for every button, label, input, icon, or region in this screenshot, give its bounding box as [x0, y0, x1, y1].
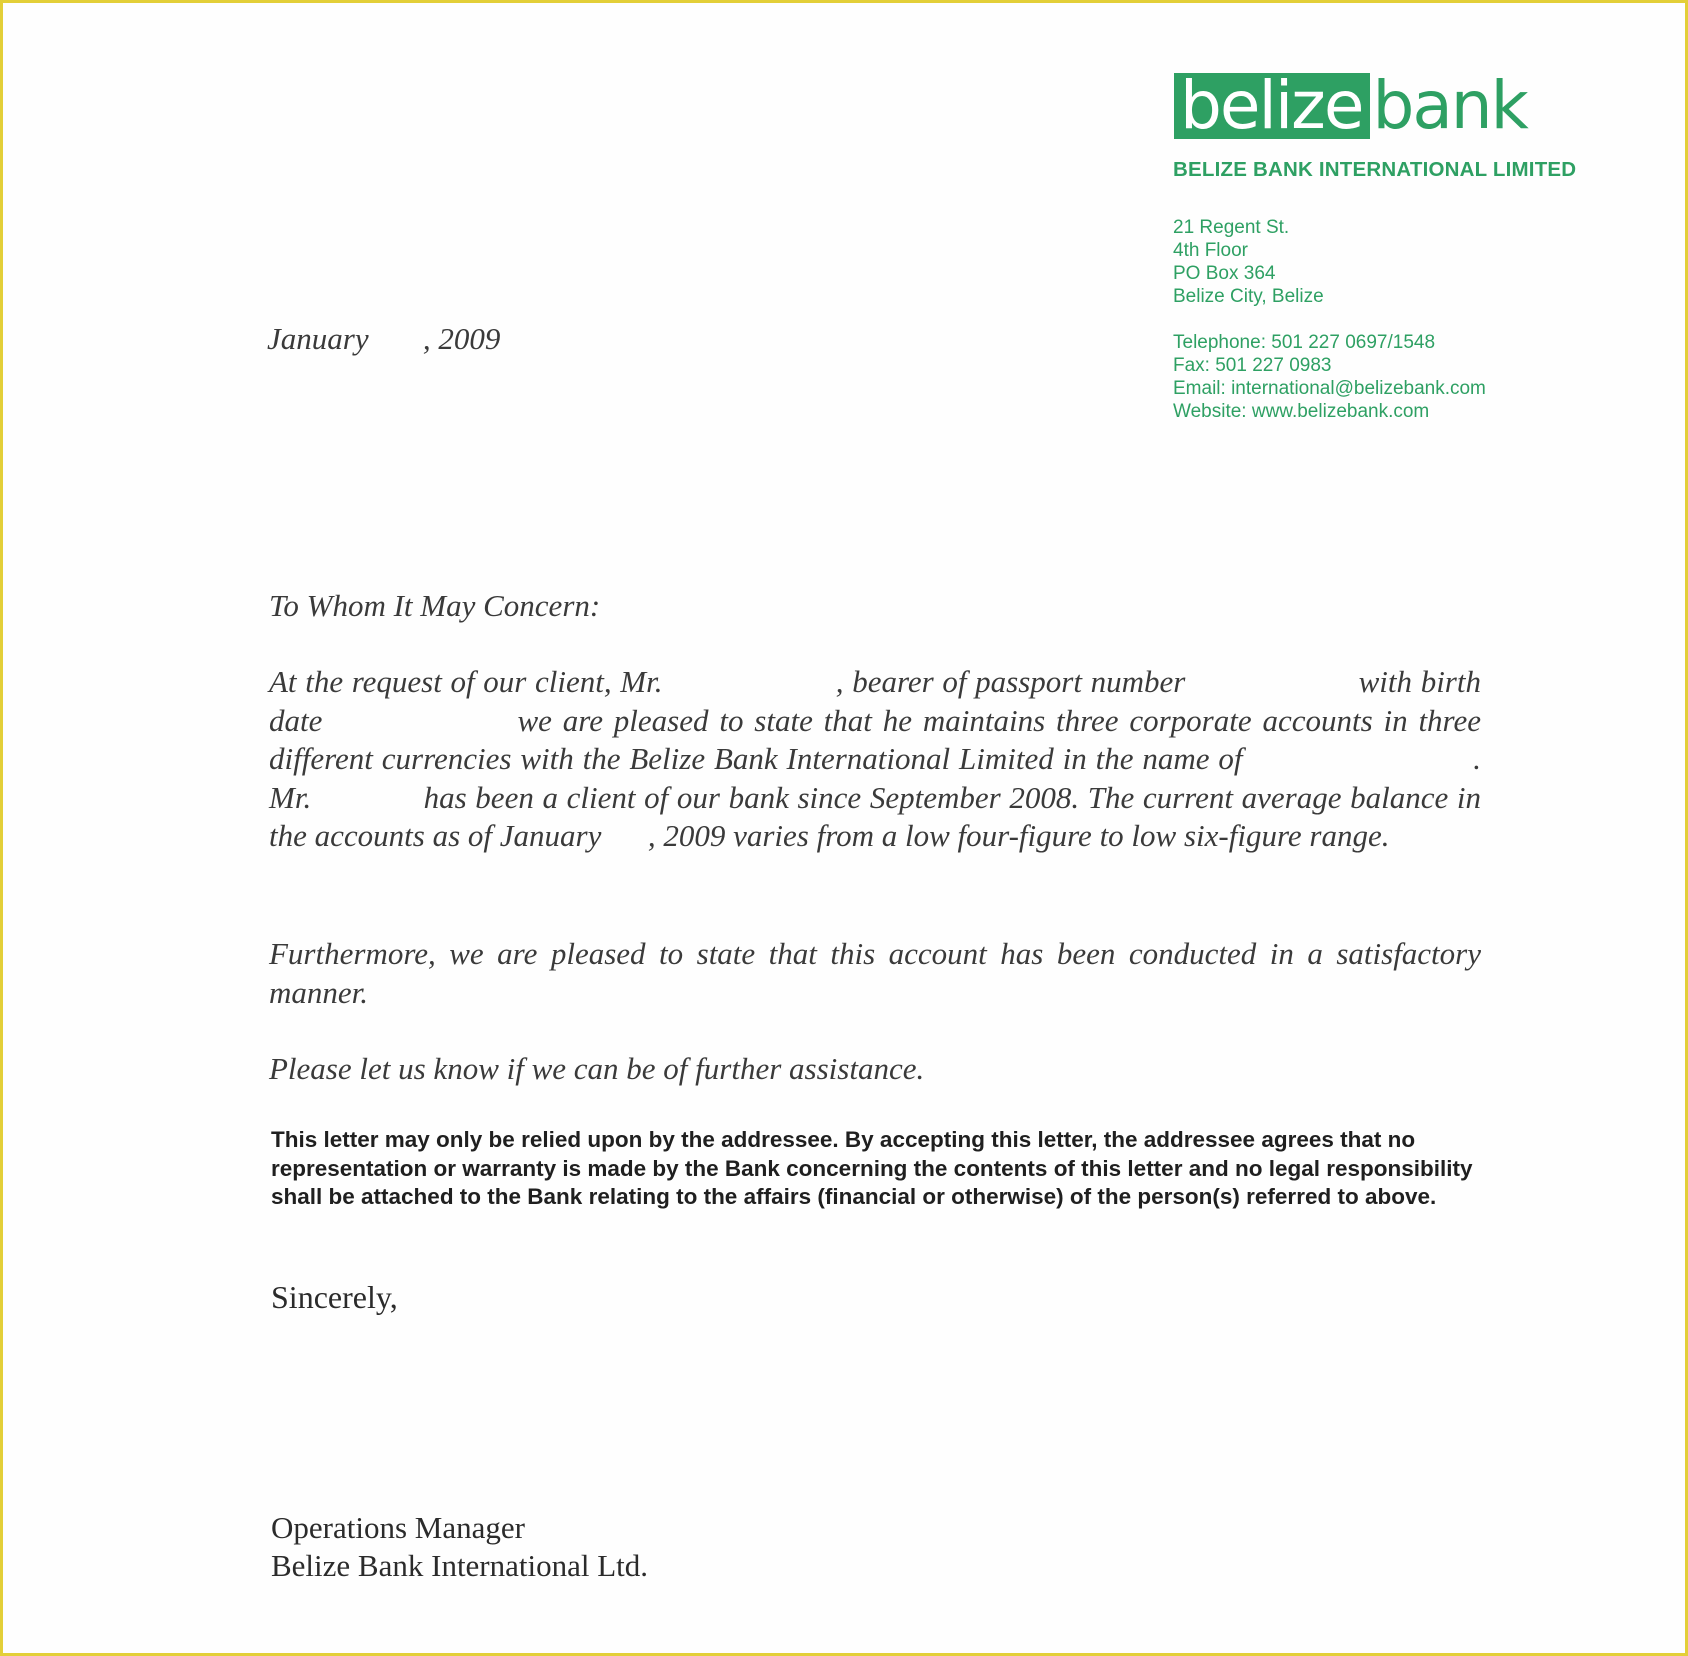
contact-email: Email: international@belizebank.com — [1173, 378, 1486, 399]
body-paragraph-1: At the request of our client, Mr. , bearer of passport number with birth date we are pleased to state that he maintains three corporate accounts in three different currencies with the Belize Bank International Limited in the name of . Mr. has been a client of our bank since September 2008. The current average balance in the accounts as of January , 2009 varies from a low four-figure to low six-figure range. — [269, 664, 1497, 853]
signature-block — [271, 1509, 648, 1585]
legal-disclaimer: This letter may only be relied upon by the addressee. By accepting this letter, the addressee agrees that no representation or warranty is made by the Bank concerning the contents of this letter and no legal responsibility shall be attached to the Bank relating to the affairs (financial or otherwise) of the person(s) referred to above. — [271, 1127, 1473, 1209]
contact-website: Website: www.belizebank.com — [1173, 401, 1430, 422]
signature-organization: Belize Bank International Ltd. — [271, 1548, 649, 1583]
address-line: 21 Regent St. — [1173, 217, 1290, 238]
contact-fax: Fax: 501 227 0983 — [1173, 355, 1332, 376]
address-line: 4th Floor — [1173, 240, 1248, 261]
belize-bank-logo — [1174, 67, 1527, 144]
signature-title: Operations Manager — [271, 1510, 525, 1545]
address-line: Belize City, Belize — [1173, 286, 1324, 307]
bank-name: BELIZE BANK INTERNATIONAL LIMITED — [1173, 158, 1577, 181]
body-paragraph-2: Furthermore, we are pleased to state that this account has been conducted in a satisfactory manner. — [269, 936, 1481, 1010]
bank-contact — [1173, 331, 1486, 423]
bank-address — [1173, 216, 1324, 308]
body-paragraph-3: Please let us know if we can be of further assistance. — [269, 1051, 925, 1086]
salutation: To Whom It May Concern: — [269, 588, 601, 623]
logo-bank-text: bank — [1372, 67, 1527, 144]
closing: Sincerely, — [271, 1279, 398, 1315]
letter-date: January , 2009 — [267, 321, 501, 356]
address-line: PO Box 364 — [1173, 263, 1276, 284]
logo-belize-text: belize — [1174, 73, 1370, 139]
contact-telephone: Telephone: 501 227 0697/1548 — [1173, 332, 1436, 353]
